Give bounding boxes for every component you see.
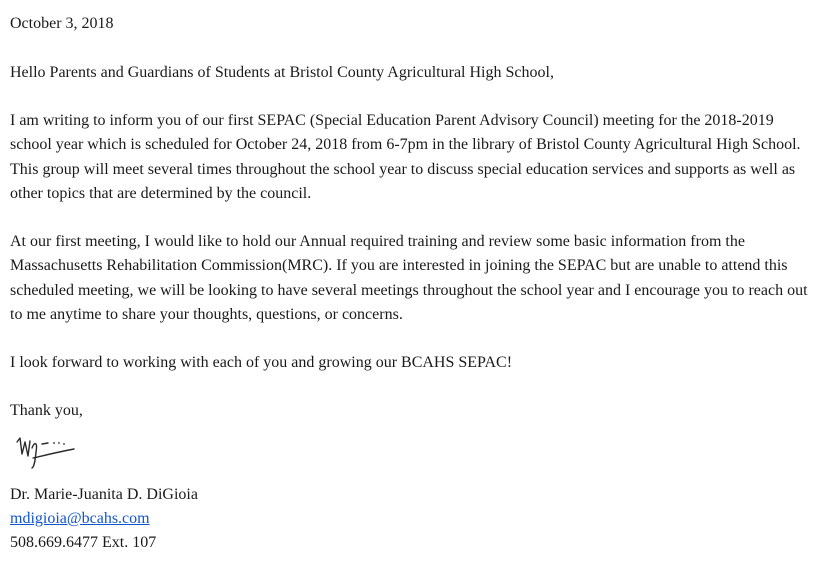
- letter-paragraph-3: I look forward to working with each of you and growing our BCAHS SEPAC!: [10, 354, 513, 371]
- letter-paragraph-1: I am writing to inform you of our first SEPAC (Special Education Parent Advisory Council) meeting for the 2018-2019 school year which is scheduled for October 24, 2018 from 6-7pm in the library of Bristol County Agricultural High School. This group will meet several times throughout the school year to discuss special education services and supports as well as other topics that are determined by the council.: [10, 112, 801, 202]
- signer-name: Dr. Marie-Juanita D. DiGioia: [10, 486, 198, 503]
- letter-greeting: Hello Parents and Guardians of Students at Bristol County Agricultural High School,: [10, 64, 554, 81]
- email-link[interactable]: mdigioia@bcahs.com: [10, 510, 150, 527]
- handwritten-signature: [14, 432, 78, 472]
- letter-closing: Thank you,: [10, 402, 83, 419]
- phone-number: 508.669.6477 Ext. 107: [10, 534, 157, 551]
- letter-paragraph-2: At our first meeting, I would like to hold our Annual required training and review some basic information from the Massachusetts Rehabilitation Commission(MRC). If you are interested in joining the SEPAC but are unable to attend this scheduled meeting, we will be looking to have several meetings throughout the school year and I encourage you to reach out to me anytime to share your thoughts, questions, or concerns.: [10, 233, 808, 323]
- letter-date: October 3, 2018: [10, 15, 114, 32]
